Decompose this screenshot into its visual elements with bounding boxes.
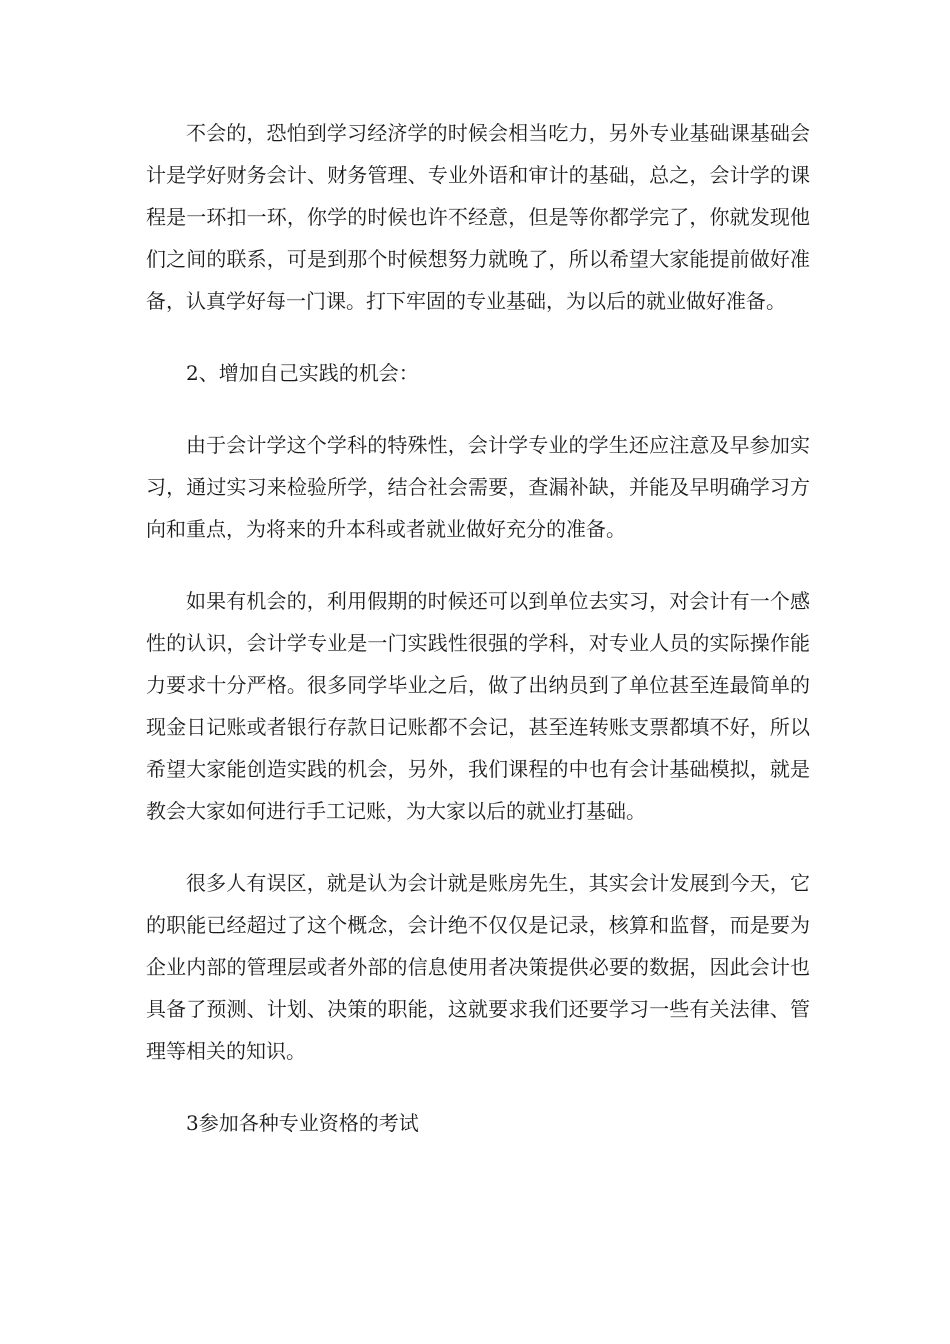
heading-practice-opportunity: 2、增加自己实践的机会： <box>186 361 419 385</box>
heading-qualification-exams: 3参加各种专业资格的考试 <box>186 1111 419 1135</box>
paragraph-accounting-misconception: 很多人有误区，就是认为会计就是账房先生，其实会计发展到今天，它的职能已经超过了这个概念，会计绝不仅仅是记录，核算和监督，而是要为企业内部的管理层或者外部的信息使用者决策提供必要的数据，因此会计也具备了预测、计划、决策的职能，这就要求我们还要学习一些有关法律、管理等相关的知识。 <box>146 871 810 1063</box>
paragraph-internship: 由于会计学这个学科的特殊性，会计学专业的学生还应注意及早参加实习，通过实习来检验所学，结合社会需要，查漏补缺，并能及早明确学习方向和重点，为将来的升本科或者就业做好充分的准备。 <box>146 433 810 541</box>
paragraph-course-foundation: 不会的，恐怕到学习经济学的时候会相当吃力，另外专业基础课基础会计是学好财务会计、财务管理、专业外语和审计的基础，总之，会计学的课程是一环扣一环，你学的时候也许不经意，但是等你都学完了，你就发现他们之间的联系，可是到那个时候想努力就晚了，所以希望大家能提前做好准备，认真学好每一门课。打下牢固的专业基础，为以后的就业做好准备。 <box>146 121 810 313</box>
paragraph-holiday-practice: 如果有机会的，利用假期的时候还可以到单位去实习，对会计有一个感性的认识，会计学专业是一门实践性很强的学科，对专业人员的实际操作能力要求十分严格。很多同学毕业之后，做了出纳员到了单位甚至连最简单的现金日记账或者银行存款日记账都不会记，甚至连转账支票都填不好，所以希望大家能创造实践的机会，另外，我们课程的中也有会计基础模拟，就是教会大家如何进行手工记账，为大家以后的就业打基础。 <box>146 589 810 823</box>
document-body <box>146 112 810 1174</box>
